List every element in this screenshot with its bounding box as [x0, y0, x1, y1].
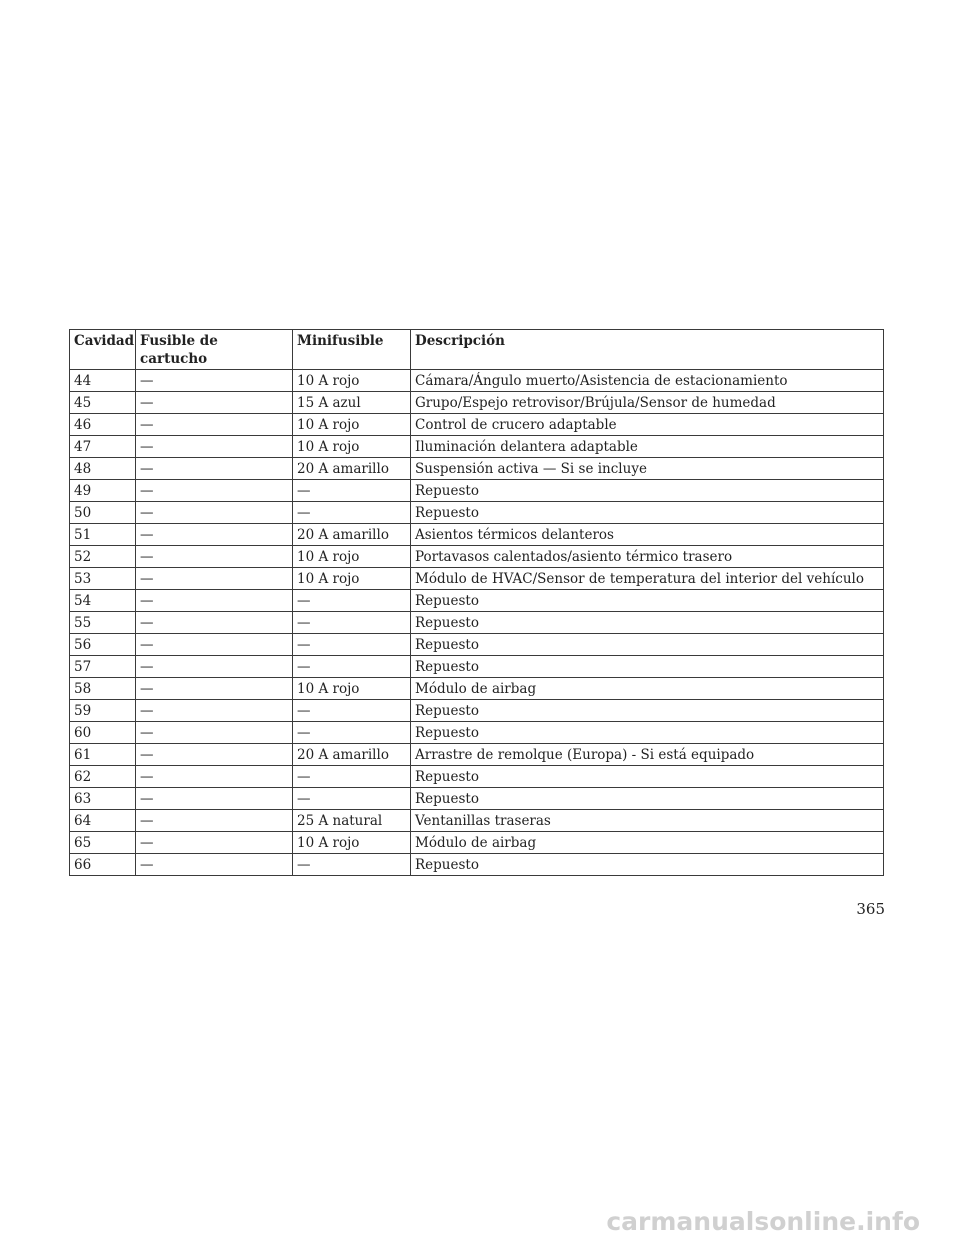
cell-descripcion: Repuesto [411, 700, 884, 722]
cell-cavidad: 49 [70, 480, 136, 502]
table-header [70, 330, 884, 370]
cell-descripcion: Ventanillas traseras [411, 810, 884, 832]
cell-descripcion: Cámara/Ángulo muerto/Asistencia de estacionamiento [411, 370, 884, 392]
table-row [70, 370, 884, 392]
cell-fusible-cartucho: — [136, 722, 293, 744]
cell-fusible-cartucho: — [136, 832, 293, 854]
cell-minifusible: 20 A amarillo [293, 458, 411, 480]
cell-fusible-cartucho: — [136, 524, 293, 546]
cell-descripcion: Repuesto [411, 854, 884, 876]
cell-fusible-cartucho: — [136, 458, 293, 480]
cell-minifusible: — [293, 854, 411, 876]
table-row [70, 810, 884, 832]
cell-fusible-cartucho: — [136, 436, 293, 458]
cell-minifusible: 10 A rojo [293, 568, 411, 590]
cell-minifusible: — [293, 502, 411, 524]
cell-fusible-cartucho: — [136, 656, 293, 678]
cell-cavidad: 64 [70, 810, 136, 832]
table-row [70, 436, 884, 458]
cell-descripcion: Repuesto [411, 502, 884, 524]
cell-fusible-cartucho: — [136, 854, 293, 876]
cell-descripcion: Módulo de airbag [411, 832, 884, 854]
cell-minifusible: 25 A natural [293, 810, 411, 832]
cell-cavidad: 56 [70, 634, 136, 656]
cell-fusible-cartucho: — [136, 744, 293, 766]
table-row [70, 524, 884, 546]
table-row [70, 612, 884, 634]
cell-descripcion: Módulo de HVAC/Sensor de temperatura del interior del vehículo [411, 568, 884, 590]
cell-descripcion: Módulo de airbag [411, 678, 884, 700]
cell-descripcion: Grupo/Espejo retrovisor/Brújula/Sensor de humedad [411, 392, 884, 414]
cell-minifusible: 20 A amarillo [293, 744, 411, 766]
cell-fusible-cartucho: — [136, 810, 293, 832]
cell-minifusible: — [293, 634, 411, 656]
cell-descripcion: Arrastre de remolque (Europa) - Si está equipado [411, 744, 884, 766]
watermark-logo: carmanualsonline.info [606, 1207, 920, 1236]
cell-cavidad: 61 [70, 744, 136, 766]
cell-fusible-cartucho: — [136, 700, 293, 722]
cell-descripcion: Repuesto [411, 480, 884, 502]
cell-minifusible: 10 A rojo [293, 678, 411, 700]
cell-cavidad: 60 [70, 722, 136, 744]
cell-cavidad: 58 [70, 678, 136, 700]
cell-cavidad: 59 [70, 700, 136, 722]
cell-cavidad: 62 [70, 766, 136, 788]
cell-cavidad: 47 [70, 436, 136, 458]
cell-cavidad: 52 [70, 546, 136, 568]
cell-fusible-cartucho: — [136, 766, 293, 788]
cell-cavidad: 65 [70, 832, 136, 854]
table-row [70, 854, 884, 876]
table-row [70, 832, 884, 854]
table-row [70, 568, 884, 590]
cell-descripcion: Repuesto [411, 722, 884, 744]
cell-cavidad: 53 [70, 568, 136, 590]
table-body [70, 370, 884, 876]
cell-minifusible: — [293, 722, 411, 744]
cell-minifusible: 10 A rojo [293, 414, 411, 436]
cell-descripcion: Portavasos calentados/asiento térmico trasero [411, 546, 884, 568]
table-row [70, 700, 884, 722]
cell-fusible-cartucho: — [136, 480, 293, 502]
cell-minifusible: — [293, 590, 411, 612]
table-header-row [70, 330, 884, 370]
cell-minifusible: — [293, 766, 411, 788]
cell-descripcion: Control de crucero adaptable [411, 414, 884, 436]
cell-minifusible: — [293, 788, 411, 810]
fuse-table [69, 329, 884, 876]
cell-descripcion: Asientos térmicos delanteros [411, 524, 884, 546]
cell-minifusible: 10 A rojo [293, 370, 411, 392]
header-fusible-cartucho: Fusible de cartucho [136, 330, 293, 370]
cell-descripcion: Repuesto [411, 590, 884, 612]
table-row [70, 766, 884, 788]
cell-cavidad: 46 [70, 414, 136, 436]
header-descripcion: Descripción [411, 330, 884, 370]
cell-minifusible: — [293, 480, 411, 502]
header-minifusible: Minifusible [293, 330, 411, 370]
cell-fusible-cartucho: — [136, 546, 293, 568]
cell-descripcion: Repuesto [411, 656, 884, 678]
table-row [70, 480, 884, 502]
cell-fusible-cartucho: — [136, 634, 293, 656]
table-row [70, 590, 884, 612]
cell-fusible-cartucho: — [136, 370, 293, 392]
table-row [70, 392, 884, 414]
table-row [70, 458, 884, 480]
cell-cavidad: 50 [70, 502, 136, 524]
cell-cavidad: 51 [70, 524, 136, 546]
cell-cavidad: 55 [70, 612, 136, 634]
table-row [70, 788, 884, 810]
cell-fusible-cartucho: — [136, 678, 293, 700]
cell-fusible-cartucho: — [136, 612, 293, 634]
cell-minifusible: 10 A rojo [293, 436, 411, 458]
cell-cavidad: 48 [70, 458, 136, 480]
cell-cavidad: 44 [70, 370, 136, 392]
cell-cavidad: 57 [70, 656, 136, 678]
table-row [70, 656, 884, 678]
cell-cavidad: 54 [70, 590, 136, 612]
cell-fusible-cartucho: — [136, 590, 293, 612]
cell-cavidad: 45 [70, 392, 136, 414]
cell-cavidad: 66 [70, 854, 136, 876]
cell-cavidad: 63 [70, 788, 136, 810]
cell-minifusible: — [293, 700, 411, 722]
page-number: 365 [856, 900, 885, 918]
table-row [70, 744, 884, 766]
table-row [70, 546, 884, 568]
cell-minifusible: — [293, 612, 411, 634]
cell-fusible-cartucho: — [136, 568, 293, 590]
cell-fusible-cartucho: — [136, 502, 293, 524]
cell-fusible-cartucho: — [136, 414, 293, 436]
table-row [70, 502, 884, 524]
cell-fusible-cartucho: — [136, 788, 293, 810]
header-cavidad: Cavidad [70, 330, 136, 370]
cell-minifusible: — [293, 656, 411, 678]
cell-descripcion: Suspensión activa — Si se incluye [411, 458, 884, 480]
cell-descripcion: Repuesto [411, 634, 884, 656]
cell-minifusible: 15 A azul [293, 392, 411, 414]
cell-minifusible: 10 A rojo [293, 546, 411, 568]
table-row [70, 634, 884, 656]
table-row [70, 414, 884, 436]
cell-descripcion: Repuesto [411, 612, 884, 634]
cell-descripcion: Repuesto [411, 788, 884, 810]
cell-fusible-cartucho: — [136, 392, 293, 414]
table-row [70, 678, 884, 700]
cell-minifusible: 10 A rojo [293, 832, 411, 854]
cell-minifusible: 20 A amarillo [293, 524, 411, 546]
cell-descripcion: Repuesto [411, 766, 884, 788]
cell-descripcion: Iluminación delantera adaptable [411, 436, 884, 458]
table-row [70, 722, 884, 744]
